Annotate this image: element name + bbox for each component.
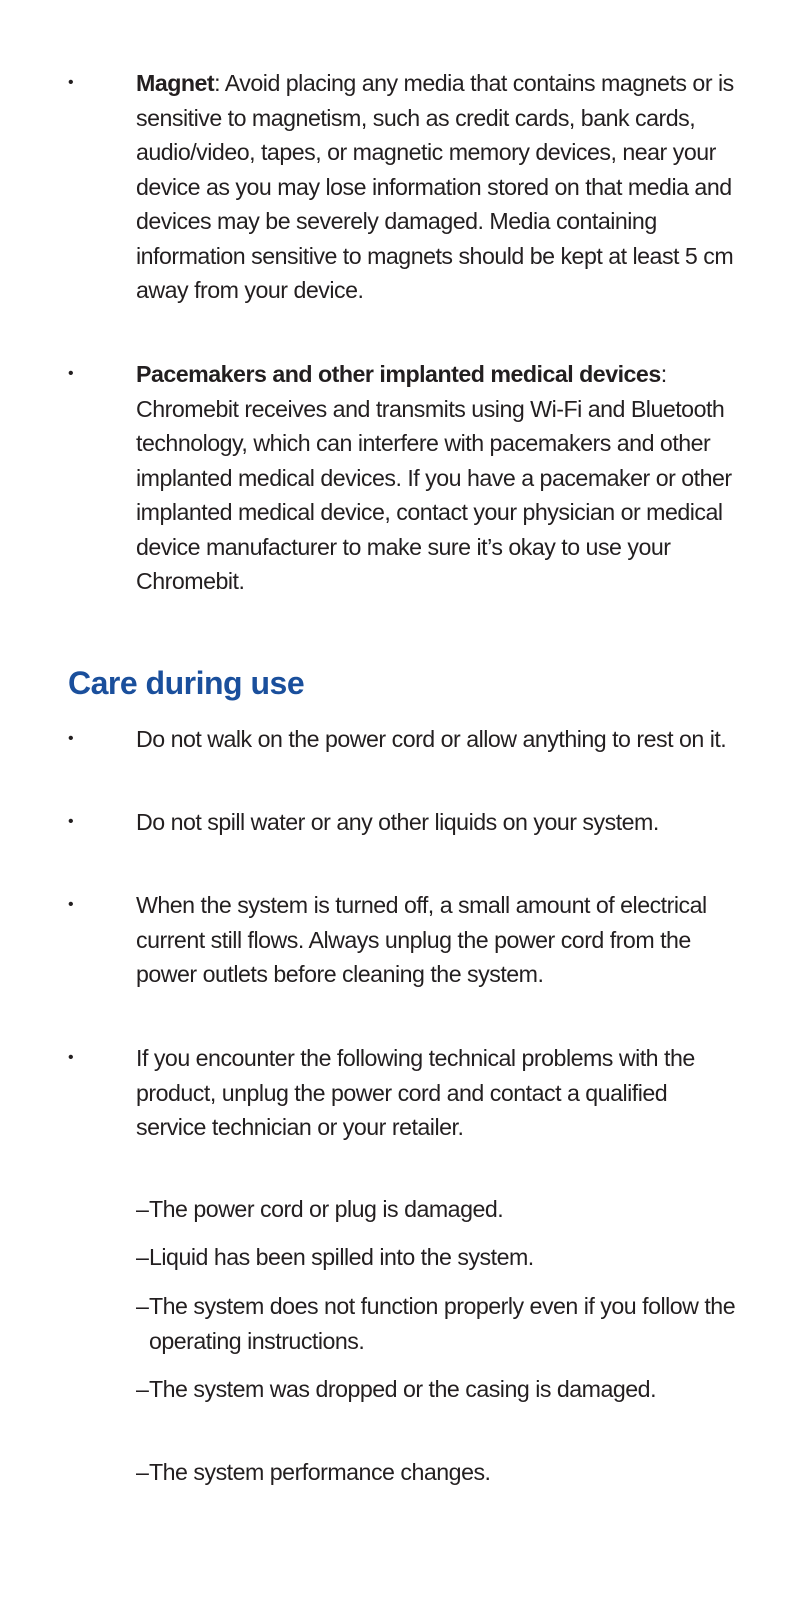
problem-text: The system performance changes.	[149, 1459, 491, 1485]
bullet: •	[68, 1049, 74, 1066]
magnet-warning-text	[136, 66, 736, 308]
list-item	[0, 1041, 807, 1145]
pacemaker-warning-text	[136, 357, 736, 599]
magnet-term: Magnet	[136, 70, 215, 96]
section-heading: Care during use	[68, 665, 305, 701]
sub-list-item	[136, 1192, 749, 1227]
dash: –	[136, 1244, 149, 1270]
sub-list-item	[136, 1240, 749, 1275]
dash: –	[136, 1196, 149, 1222]
care-item-4	[0, 1041, 807, 1145]
care-item-text: If you encounter the following technical problems with the product, unplug the power cord and contact a qualified service technician or your retailer.	[136, 1045, 695, 1140]
care-item-text: When the system is turned off, a small amount of electrical current still flows. Always unplug the power cord from the power outlets before cleaning the system.	[136, 892, 707, 987]
list-item	[0, 722, 807, 757]
problem-item-5	[0, 1455, 807, 1490]
dash: –	[136, 1459, 149, 1485]
problem-text: Liquid has been spilled into the system.	[149, 1244, 534, 1270]
list-item	[0, 66, 807, 308]
list-item	[0, 888, 807, 992]
sub-list-item	[136, 1455, 749, 1490]
magnet-warning	[0, 66, 807, 308]
care-item-3	[0, 888, 807, 992]
list-item	[0, 357, 807, 599]
sub-list-item	[136, 1289, 749, 1358]
care-item-text: Do not spill water or any other liquids on your system.	[136, 809, 659, 835]
problem-text: The system was dropped or the casing is damaged.	[149, 1376, 657, 1402]
bullet: •	[68, 730, 74, 747]
bullet: •	[68, 896, 74, 913]
pacemaker-warning	[0, 357, 807, 599]
problem-item-2	[0, 1240, 807, 1275]
bullet: •	[68, 813, 74, 830]
pacemaker-term: Pacemakers and other implanted medical devices	[136, 361, 661, 387]
problem-item-3	[0, 1289, 807, 1358]
bullet: •	[68, 74, 74, 91]
problem-text: The power cord or plug is damaged.	[149, 1196, 504, 1222]
list-item	[0, 805, 807, 840]
pacemaker-description: : Chromebit receives and transmits using Wi-Fi and Bluetooth technology, which can interfere with pacemakers and other implanted medical devices. If you have a pacemaker or other implanted medical device, contact your physician or medical device manufacturer to make sure it’s okay to use your Chromebit.	[136, 361, 732, 594]
bullet: •	[68, 365, 74, 382]
care-item-2	[0, 805, 807, 840]
care-item-text: Do not walk on the power cord or allow anything to rest on it.	[136, 726, 727, 752]
problem-text: The system does not function properly even if you follow the operating instructions.	[149, 1293, 736, 1354]
magnet-description: : Avoid placing any media that contains magnets or is sensitive to magnetism, such as credit cards, bank cards, audio/video, tapes, or magnetic memory devices, near your device as you may lose information stored on that media and devices may be severely damaged. Media containing information sensitive to magnets should be kept at least 5 cm away from your device.	[136, 70, 734, 303]
problem-item-1	[0, 1192, 807, 1227]
dash: –	[136, 1293, 149, 1319]
care-item-1	[0, 722, 807, 757]
dash: –	[136, 1376, 149, 1402]
problem-item-4	[0, 1372, 807, 1407]
sub-list-item	[136, 1372, 749, 1407]
